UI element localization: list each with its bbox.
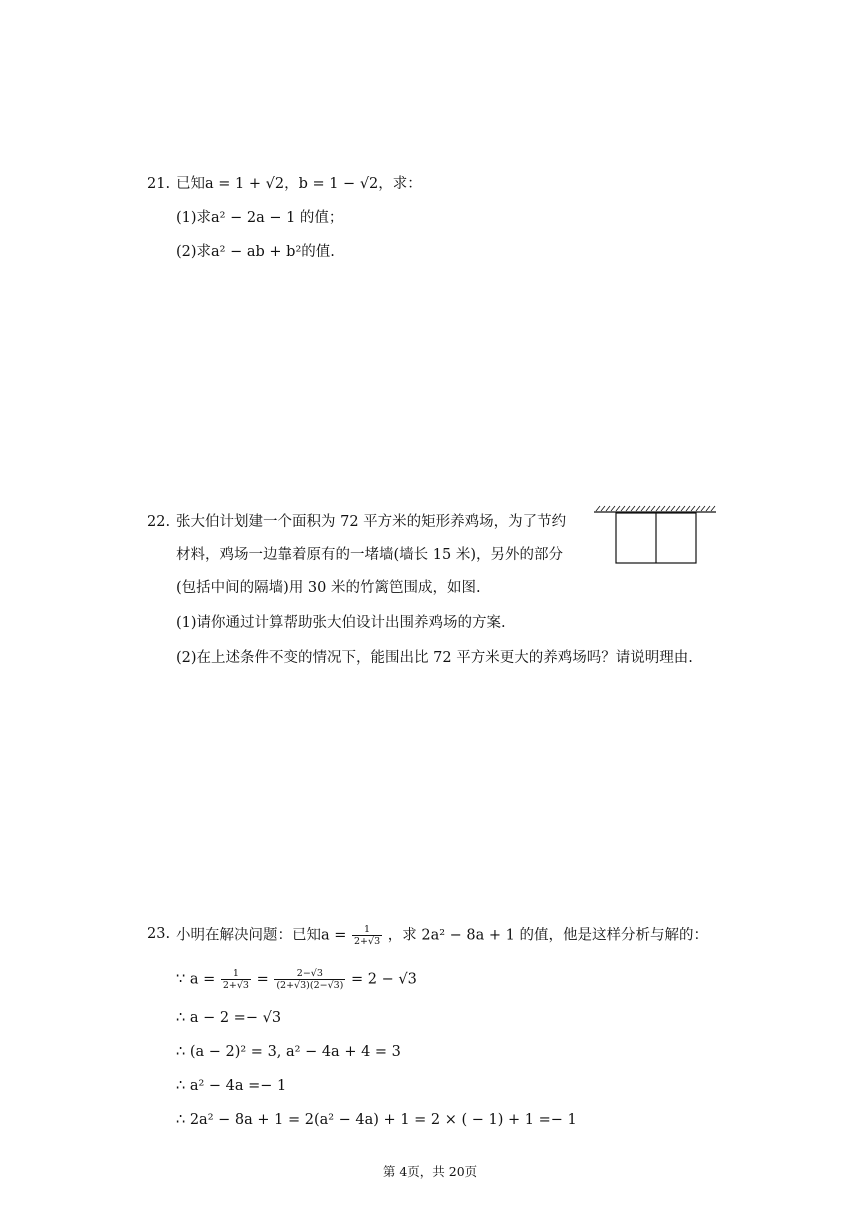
fraction-numerator: 2−√3 — [296, 968, 323, 979]
fraction-denominator: 2+√3 — [222, 980, 249, 991]
wall-hatching — [594, 506, 716, 512]
question-part-2: (2)在上述条件不变的情况下，能围出比 72 平方米更大的养鸡场吗？请说明理由. — [176, 650, 693, 666]
question-text-line: 张大伯计划建一个面积为 72 平方米的矩形养鸡场，为了节约 — [176, 514, 567, 530]
solution-step-1 — [176, 968, 417, 991]
step-text: ∵ a = — [176, 971, 216, 988]
question-text-line: 材料，鸡场一边靠着原有的一堵墙(墙长 15 米)，另外的部分 — [176, 547, 563, 563]
fraction-denominator: (2+√3)(2−√3) — [276, 980, 344, 991]
fraction-numerator: 1 — [364, 924, 371, 935]
fraction-denominator: 2+√3 — [354, 936, 381, 947]
chicken-coop-diagram — [592, 504, 718, 566]
solution-step-3: ∴ (a − 2)² = 3, a² − 4a + 4 = 3 — [176, 1044, 401, 1060]
fraction — [352, 924, 382, 947]
step-text: = 2 − √3 — [350, 971, 417, 988]
question-number: 22. — [147, 514, 171, 530]
solution-step-5: ∴ 2a² − 8a + 1 = 2(a² − 4a) + 1 = 2 × ( − 1) + 1 =− 1 — [176, 1112, 577, 1128]
page-footer: 第 4页，共 20页 — [382, 1164, 478, 1179]
step-text: = — [256, 971, 269, 988]
stem-text: ，求 2a² − 8a + 1 的值，他是这样分析与解的： — [387, 927, 708, 944]
question-stem — [176, 924, 708, 947]
question-number: 23. — [147, 926, 171, 942]
fraction-numerator: 1 — [232, 968, 239, 979]
fraction — [274, 968, 345, 991]
solution-step-2: ∴ a − 2 =− √3 — [176, 1010, 282, 1026]
question-part-2: (2)求a² − ab + b²的值. — [176, 244, 335, 260]
stem-text: 小明在解决问题：已知a = — [176, 927, 347, 944]
question-number: 21. — [147, 176, 171, 192]
solution-step-4: ∴ a² − 4a =− 1 — [176, 1078, 287, 1094]
fraction — [221, 968, 251, 991]
question-part-1: (1)请你通过计算帮助张大伯设计出围养鸡场的方案. — [176, 615, 506, 631]
question-stem: 已知a = 1 + √2，b = 1 − √2，求： — [176, 176, 422, 192]
question-text-line: (包括中间的隔墙)用 30 米的竹篱笆围成，如图. — [176, 580, 481, 596]
question-part-1: (1)求a² − 2a − 1 的值； — [176, 210, 344, 226]
